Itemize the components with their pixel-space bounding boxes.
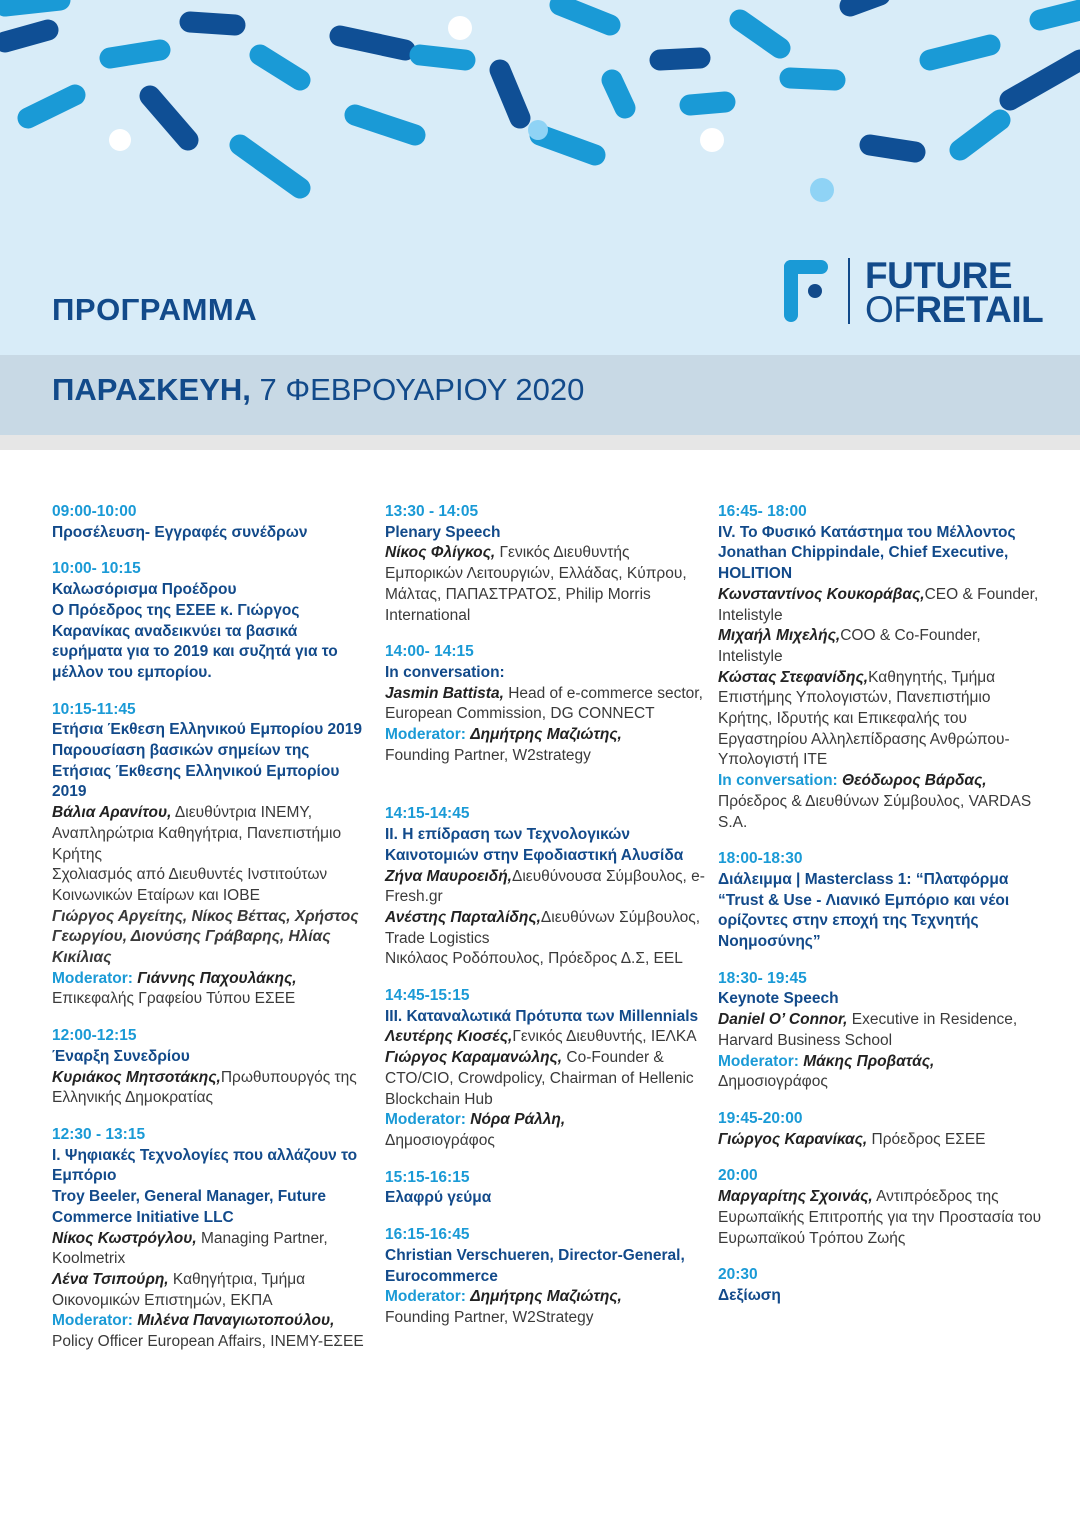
speaker-name: Νίκος Κωστρόγλου, (52, 1229, 197, 1247)
speaker-entry (385, 1027, 705, 1048)
session-heading: Καλωσόρισμα Προέδρου (52, 581, 237, 599)
event-date-value: 7 ΦΕΒΡΟΥΑΡΙΟΥ 2020 (259, 372, 585, 407)
logo-text-of: OF (865, 289, 916, 330)
moderator-line (718, 1052, 1048, 1073)
speaker-entry (385, 867, 705, 908)
session-time: 16:15-16:45 (385, 1226, 470, 1244)
moderator-role: Επικεφαλής Γραφείου Τύπου ΕΣΕΕ (52, 990, 296, 1008)
schedule-session (385, 1168, 705, 1209)
page-title: ΠΡΟΓΡΑΜΜΑ (52, 292, 258, 327)
schedule-session (385, 502, 705, 626)
speaker-name: Κώστας Στεφανίδης, (718, 668, 869, 686)
session-heading: III. Καταναλωτικά Πρότυπα των Millennials (385, 1007, 699, 1025)
moderator-label: Moderator: (718, 1052, 799, 1070)
session-time: 14:15-14:45 (385, 805, 470, 823)
logo-divider (848, 258, 850, 324)
session-time: 18:30- 19:45 (718, 969, 807, 987)
schedule-session (718, 1166, 1048, 1249)
session-time: 15:15-16:15 (385, 1168, 470, 1186)
schedule-session (385, 804, 705, 970)
session-heading: Keynote Speech (718, 990, 839, 1008)
schedule-session (718, 969, 1048, 1093)
session-heading: Christian Verschueren, Director-General, Eurocommerce (385, 1246, 685, 1285)
moderator-line (52, 1311, 372, 1352)
speaker-name: Daniel O’ Connor, (718, 1011, 848, 1029)
speaker-entry (385, 684, 705, 725)
moderator-label: Moderator: (385, 726, 466, 744)
speaker-entry (718, 668, 1048, 772)
schedule-session (52, 1026, 372, 1109)
session-time: 10:00- 10:15 (52, 560, 141, 578)
session-heading: Jonathan Chippindale, Chief Executive, HOLITION (718, 544, 1009, 583)
speaker-role: Managing Partner, Koolmetrix (52, 1229, 328, 1268)
session-heading: Ο Πρόεδρος της ΕΣΕΕ κ. Γιώργος Καρανίκας αναδεικνύει τα βασικά ευρήματα για το 2019 και συζητά για το μέλλον του εμπορίου. (52, 601, 338, 681)
speaker-role: Πρωθυπουργός της Ελληνικής Δημοκρατίας (52, 1068, 357, 1107)
logo-text-of-retail (865, 289, 1044, 330)
moderator-label: Moderator: (385, 1288, 466, 1306)
session-time: 16:45- 18:00 (718, 503, 807, 520)
session-heading: II. Η επίδραση των Τεχνολογικών Καινοτομιών στην Εφοδιαστική Αλυσίδα (385, 826, 684, 864)
moderator-name: Δημήτρης Μαζιώτης, (465, 1288, 622, 1306)
speaker-entry (52, 803, 372, 865)
session-time: 12:00-12:15 (52, 1027, 137, 1045)
session-heading: Διάλειμμα | Masterclass 1: “Πλατφόρμα “Trust & Use - Λιανικό Εμπόριο και νέοι ορίζοντες στην εποχή της Τεχνητής Νοημοσύνης” (718, 870, 1010, 951)
speaker-role: Γενικός Διευθυντής, ΙΕΛΚΑ (512, 1028, 697, 1046)
schedule-session (52, 700, 372, 1011)
speaker-name: Γιώργος Καρανίκας, (718, 1130, 868, 1148)
session-comment: Σχολιασμός από Διευθυντές Ινστιτούτων Κοινωνικών Εταίρων και ΙΟΒΕ (52, 866, 328, 904)
speaker-entry (52, 1270, 372, 1311)
session-heading: Προσέλευση- Εγγραφές συνέδρων (52, 523, 308, 541)
speaker-entry (385, 543, 705, 626)
speaker-role: Καθηγήτρια, Τμήμα Οικονομικών Επιστημών, ΕΚΠΑ (52, 1270, 306, 1309)
speaker-entry (718, 1187, 1048, 1249)
moderator-label: Moderator: (52, 1312, 133, 1330)
moderator-role: Founding Partner, W2Strategy (385, 1308, 594, 1326)
speaker-role: CEO & Founder, Intelistyle (718, 585, 1039, 624)
moderator-name: Θεόδωρος Βάρδας, (837, 772, 987, 790)
speaker-name: Ανέστης Παρταλίδης, (385, 908, 541, 926)
speaker-entry (718, 626, 1048, 667)
speaker-role: Διευθύνων Σύμβουλος, Trade Logistics (385, 908, 701, 947)
speaker-role: Διευθύντρια ΙΝΕΜΥ, Αναπληρώτρια Καθηγήτρια, Πανεπιστήμιο Κρήτης (52, 804, 342, 863)
event-date (52, 372, 584, 408)
session-time: 14:00- 14:15 (385, 643, 474, 661)
schedule-column-3 (718, 502, 1048, 1323)
speaker-name: Κυριάκος Μητσοτάκης, (52, 1068, 221, 1086)
speaker-name: Λένα Τσιπούρη, (52, 1270, 169, 1288)
speaker-entry (718, 585, 1048, 626)
speaker-entry (52, 1229, 372, 1270)
session-time: 09:00-10:00 (52, 503, 137, 520)
schedule-session (718, 1265, 1048, 1306)
session-time: 10:15-11:45 (52, 700, 136, 718)
session-time: 12:30 - 13:15 (52, 1125, 146, 1143)
speaker-name: Κωνσταντίνος Κουκοράβας, (718, 585, 925, 603)
event-day: ΠΑΡΑΣΚΕΥΗ, (52, 372, 251, 407)
moderator-role: Policy Officer European Affairs, ΙΝΕΜΥ-ΕΣΕΕ (52, 1333, 364, 1351)
speaker-entry (718, 1130, 1048, 1151)
speaker-role: Γενικός Διευθυντής Εμπορικών Λειτουργιών, Ελλάδας, Κύπρου, Μάλτας, ΠΑΠΑΣΤΡΑΤΟΣ, Philip Morris International (385, 544, 687, 624)
speaker-name: Μαργαρίτης Σχοινάς, (718, 1188, 873, 1206)
band-separator (0, 435, 1080, 450)
schedule-session (718, 502, 1048, 833)
moderator-role: Founding Partner, W2strategy (385, 746, 591, 764)
schedule-column-2 (385, 502, 705, 1345)
speaker-role: Co-Founder & CTO/CIO, Crowdpolicy, Chairman of Hellenic Blockchain Hub (385, 1049, 694, 1108)
speaker-role: COO & Co-Founder, Intelistyle (718, 627, 981, 665)
speaker-name: Λευτέρης Κιοσές, (385, 1028, 513, 1046)
schedule-session (52, 502, 372, 543)
speaker-role: Πρόεδρος ΕΣΕΕ (867, 1130, 986, 1148)
moderator-label: Moderator: (52, 969, 133, 987)
moderator-name: Μιλένα Παναγιωτοπούλου, (132, 1312, 335, 1330)
schedule-session (52, 559, 372, 683)
session-time: 20:30 (718, 1266, 758, 1284)
session-heading: IV. Το Φυσικό Κατάστημα του Μέλλοντος (718, 523, 1016, 541)
moderator-role: Πρόεδρος & Διευθύνων Σύμβουλος, VARDAS S.A. (718, 792, 1032, 831)
schedule-session (718, 849, 1048, 953)
session-time: 20:00 (718, 1167, 758, 1185)
moderator-line (52, 969, 372, 990)
panel-members: Γιώργος Αργείτης, Νίκος Βέττας, Χρήστος Γεωργίου, Διονύσης Γράβαρης, Ηλίας Κικίλιας (52, 907, 359, 967)
speaker-name: Νίκος Φλίγκος, (385, 544, 496, 562)
schedule-session (385, 986, 705, 1152)
speaker-name: Ζήνα Μαυροειδή, (385, 867, 512, 885)
moderator-line (385, 725, 705, 746)
speaker-name: Jasmin Battista, (385, 684, 504, 702)
speaker-role: Διευθύνουσα Σύμβουλος, e-Fresh.gr (385, 867, 705, 906)
moderator-line (385, 1287, 705, 1308)
speaker-role: Αντιπρόεδρος της Ευρωπαϊκής Επιτροπής για την Προστασία του Ευρωπαϊκού Τρόπου Ζωής (718, 1188, 1042, 1247)
speaker-name: Βάλια Αρανίτου, (52, 804, 172, 822)
session-heading: Δεξίωση (718, 1286, 781, 1304)
moderator-name: Γιάννης Παχουλάκης, (132, 969, 297, 987)
session-time: 14:45-15:15 (385, 987, 470, 1005)
moderator-role: Δημοσιογράφος (718, 1073, 828, 1091)
session-heading: Παρουσίαση βασικών σημείων της Ετήσιας Έκθεσης Ελληνικού Εμπορίου 2019 (52, 742, 340, 801)
speaker-entry (52, 1068, 372, 1109)
speaker-role: Καθηγητής, Τμήμα Επιστήμης Υπολογιστών, Πανεπιστήμιο Κρήτης, Ιδρυτής και Επικεφαλής του Εργαστηρίου Αλληλεπίδρασης Ανθρώπου-Υπολογιστή ΙΤΕ (718, 668, 1010, 769)
moderator-name: Μάκης Προβατάς, (798, 1052, 935, 1070)
moderator-line (385, 1110, 705, 1131)
speaker-role: Head of e-commerce sector, European Commission, DG CONNECT (385, 684, 703, 723)
session-time: 13:30 - 14:05 (385, 503, 479, 520)
speaker-entry (718, 1010, 1048, 1051)
moderator-line (718, 771, 1048, 792)
session-time: 18:00-18:30 (718, 850, 803, 868)
session-heading: I. Ψηφιακές Τεχνολογίες που αλλάζουν το Εμπόριο (52, 1146, 358, 1185)
session-heading: Plenary Speech (385, 523, 501, 541)
session-heading: Ετήσια Έκθεση Ελληνικού Εμπορίου 2019 (52, 721, 363, 739)
moderator-name: Νόρα Ράλλη, (465, 1111, 566, 1129)
speaker-extra: Νικόλαος Ροδόπουλος, Πρόεδρος Δ.Σ, EEL (385, 950, 683, 968)
speaker-name: Γιώργος Καραμανώλης, (385, 1049, 563, 1067)
session-heading: In conversation: (385, 663, 505, 681)
speaker-name: Μιχαήλ Μιχελής, (718, 627, 841, 645)
session-heading: Έναρξη Συνεδρίου (52, 1047, 190, 1065)
speaker-entry (385, 908, 705, 949)
logo-text-retail: RETAIL (915, 289, 1044, 330)
schedule-session (385, 642, 705, 766)
schedule-column-1 (52, 502, 372, 1369)
moderator-label: In conversation: (718, 772, 838, 790)
session-heading: Troy Beeler, General Manager, Future Commerce Initiative LLC (52, 1188, 326, 1226)
session-time: 19:45-20:00 (718, 1109, 803, 1127)
speaker-role: Executive in Residence, Harvard Business School (718, 1011, 1018, 1049)
logo-text-future: FUTURE (865, 255, 1013, 296)
schedule-session (718, 1109, 1048, 1150)
moderator-name: Δημήτρης Μαζιώτης, (465, 726, 622, 744)
speaker-entry (385, 1048, 705, 1110)
moderator-role: Δημοσιογράφος (385, 1131, 495, 1149)
schedule-session (385, 1225, 705, 1329)
future-of-retail-logo-icon (782, 258, 830, 324)
schedule-session (52, 1125, 372, 1353)
session-heading: Ελαφρύ γεύμα (385, 1189, 492, 1207)
moderator-label: Moderator: (385, 1111, 466, 1129)
